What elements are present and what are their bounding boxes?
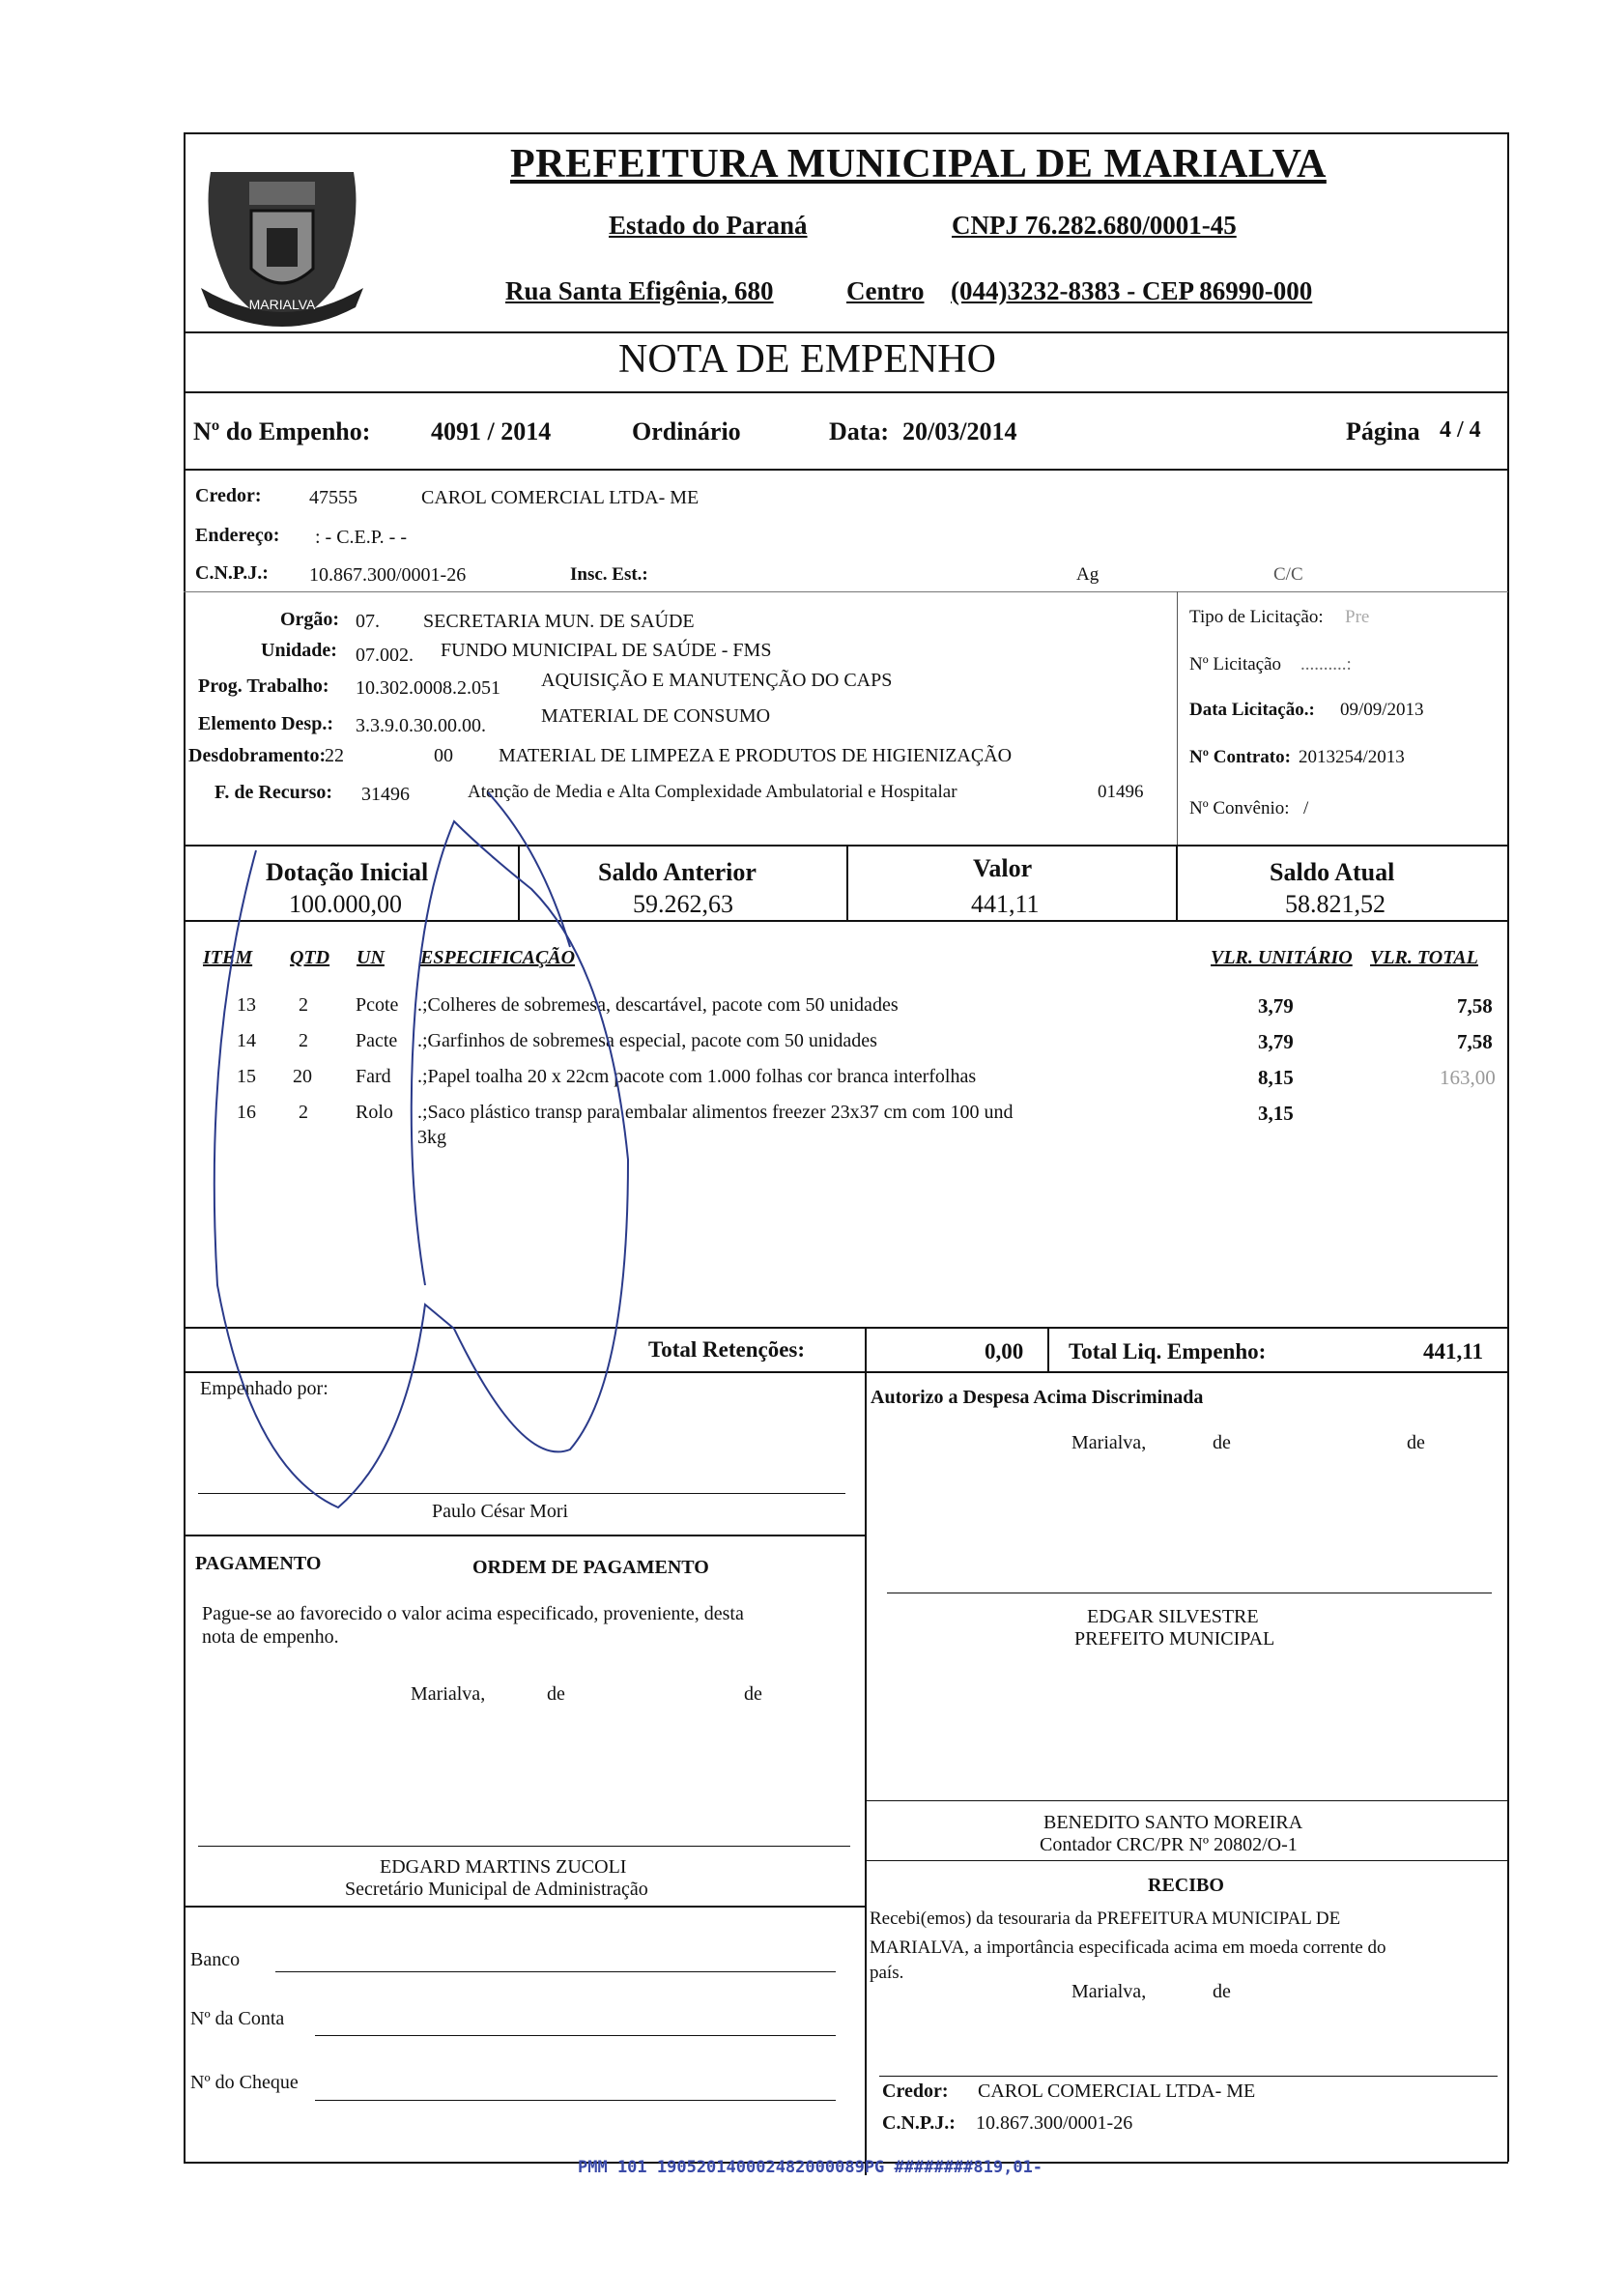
desdob-name: MATERIAL DE LIMPEZA E PRODUTOS DE HIGIENIZAÇÃO bbox=[499, 745, 1013, 766]
contrato-label: Nº Contrato: bbox=[1189, 747, 1291, 767]
convenio: / bbox=[1303, 798, 1309, 818]
tipo-licitacao-label: Tipo de Licitação: bbox=[1189, 607, 1324, 627]
cell-item: 13 bbox=[237, 994, 256, 1016]
col-vlr-total: VLR. TOTAL bbox=[1370, 947, 1478, 968]
credor-cnpj-label: C.N.P.J.: bbox=[195, 562, 269, 584]
prefeito-role: PREFEITO MUNICIPAL bbox=[1074, 1628, 1275, 1650]
page-number: 4 / 4 bbox=[1440, 417, 1481, 443]
col-vlr-unitario: VLR. UNITÁRIO bbox=[1211, 947, 1353, 968]
elemento-label: Elemento Desp.: bbox=[198, 713, 333, 734]
elemento-name: MATERIAL DE CONSUMO bbox=[541, 705, 771, 727]
contador-name: BENEDITO SANTO MOREIRA bbox=[1043, 1812, 1303, 1833]
col-especificacao: ESPECIFICAÇÃO bbox=[420, 947, 576, 968]
tipo-licitacao: Pre bbox=[1345, 607, 1370, 627]
orgao-label: Orgão: bbox=[280, 609, 340, 630]
pagamento-place: Marialva, bbox=[411, 1683, 486, 1705]
document-title: NOTA DE EMPENHO bbox=[618, 337, 996, 382]
cell-qtd: 2 bbox=[299, 994, 308, 1016]
unidade-code: 07.002. bbox=[356, 645, 414, 666]
recurso-label: F. de Recurso: bbox=[214, 782, 333, 803]
atual-value: 58.821,52 bbox=[1285, 890, 1386, 918]
desdob-code1: 22 bbox=[325, 745, 344, 766]
footer-cnpj: 10.867.300/0001-26 bbox=[976, 2112, 1133, 2134]
autorizo-de2: de bbox=[1407, 1432, 1425, 1453]
cell-un: Fard bbox=[356, 1066, 391, 1087]
credor-name: CAROL COMERCIAL LTDA- ME bbox=[421, 487, 700, 508]
recibo-place: Marialva, bbox=[1071, 1981, 1147, 2002]
unidade-label: Unidade: bbox=[261, 640, 337, 661]
header-cnpj: CNPJ 76.282.680/0001-45 bbox=[952, 211, 1237, 240]
cell-un: Rolo bbox=[356, 1102, 393, 1123]
licitacao-num-label: Nº Licitação bbox=[1189, 654, 1282, 674]
secretario-role: Secretário Municipal de Administração bbox=[345, 1879, 648, 1900]
data-licitacao-label: Data Licitação.: bbox=[1189, 700, 1315, 720]
header-address: Rua Santa Efigênia, 680 bbox=[505, 276, 774, 305]
cell-unit: 3,79 bbox=[1258, 1030, 1294, 1053]
header-district: Centro bbox=[846, 276, 925, 305]
header-phone-cep: (044)3232-8383 - CEP 86990-000 bbox=[951, 276, 1313, 305]
ag-label: Ag bbox=[1076, 564, 1100, 585]
empenho-date: 20/03/2014 bbox=[902, 417, 1017, 445]
col-item: ITEM bbox=[203, 947, 253, 968]
cell-desc: .;Papel toalha 20 x 22cm pacote com 1.000 folhas cor branca interfolhas bbox=[417, 1066, 977, 1087]
recurso-code2: 01496 bbox=[1098, 782, 1144, 802]
prefeito-name: EDGAR SILVESTRE bbox=[1087, 1606, 1259, 1627]
data-licitacao: 09/09/2013 bbox=[1340, 700, 1424, 720]
orgao-code: 07. bbox=[356, 611, 380, 632]
retencoes-label: Total Retenções: bbox=[648, 1337, 806, 1362]
empenho-number: 4091 / 2014 bbox=[431, 417, 552, 445]
cell-unit: 8,15 bbox=[1258, 1066, 1294, 1089]
empenho-label: Nº do Empenho: bbox=[193, 417, 371, 445]
dotacao-label: Dotação Inicial bbox=[266, 858, 429, 886]
pagamento-text1: Pague-se ao favorecido o valor acima especificado, proveniente, desta bbox=[202, 1603, 744, 1624]
contrato: 2013254/2013 bbox=[1299, 747, 1405, 767]
cell-unit: 3,79 bbox=[1258, 994, 1294, 1018]
empenhado-name: Paulo César Mori bbox=[432, 1501, 569, 1522]
crest-text: MARIALVA bbox=[248, 297, 316, 312]
recurso-code: 31496 bbox=[361, 784, 410, 805]
dotacao-value: 100.000,00 bbox=[289, 890, 402, 918]
recurso-name: Atenção de Media e Alta Complexidade Ambulatorial e Hospitalar bbox=[468, 782, 957, 802]
valor-label: Valor bbox=[973, 854, 1033, 882]
retencoes-value: 0,00 bbox=[985, 1339, 1024, 1363]
cc-label: C/C bbox=[1273, 564, 1303, 585]
pagamento-label: PAGAMENTO bbox=[195, 1553, 322, 1574]
banco-label: Banco bbox=[190, 1949, 241, 1970]
cell-total: 163,00 bbox=[1440, 1066, 1496, 1089]
cell-qtd: 2 bbox=[299, 1030, 308, 1051]
footer-credor: CAROL COMERCIAL LTDA- ME bbox=[978, 2081, 1256, 2102]
cell-item: 16 bbox=[237, 1102, 256, 1123]
endereco-value: : - C.E.P. - - bbox=[315, 527, 407, 548]
pagamento-de2: de bbox=[744, 1683, 762, 1705]
anterior-value: 59.262,63 bbox=[633, 890, 733, 918]
secretario-name: EDGARD MARTINS ZUCOLI bbox=[380, 1856, 627, 1878]
cell-desc: .;Saco plástico transp para embalar alimentos freezer 23x37 cm com 100 und bbox=[417, 1102, 1014, 1123]
cell-item: 14 bbox=[237, 1030, 256, 1051]
cell-unit: 3,15 bbox=[1258, 1102, 1294, 1125]
autorizo-de1: de bbox=[1213, 1432, 1231, 1453]
cell-qtd: 2 bbox=[299, 1102, 308, 1123]
orgao-name: SECRETARIA MUN. DE SAÚDE bbox=[423, 611, 695, 632]
recibo-text3: país. bbox=[870, 1963, 904, 1983]
credor-label: Credor: bbox=[195, 485, 262, 506]
liq-value: 441,11 bbox=[1423, 1339, 1483, 1363]
desdob-label: Desdobramento: bbox=[188, 745, 327, 766]
bank-stamp: PMM 101 190520140002482000089PG ########819,01- bbox=[578, 2158, 1043, 2177]
licitacao-num: ..........: bbox=[1300, 654, 1352, 674]
unidade-name: FUNDO MUNICIPAL DE SAÚDE - FMS bbox=[441, 640, 772, 661]
cell-desc: .;Colheres de sobremesa, descartável, pacote com 50 unidades bbox=[417, 994, 899, 1016]
cell-un: Pacte bbox=[356, 1030, 398, 1051]
credor-cnpj: 10.867.300/0001-26 bbox=[309, 564, 467, 586]
empenho-type: Ordinário bbox=[632, 417, 741, 445]
pagamento-text2: nota de empenho. bbox=[202, 1626, 339, 1648]
cell-total: 7,58 bbox=[1457, 994, 1493, 1018]
atual-label: Saldo Atual bbox=[1270, 858, 1395, 886]
cell-item: 15 bbox=[237, 1066, 256, 1087]
conta-label: Nº da Conta bbox=[190, 2008, 285, 2029]
recibo-label: RECIBO bbox=[1148, 1875, 1224, 1896]
insc-est-label: Insc. Est.: bbox=[570, 564, 648, 585]
credor-code: 47555 bbox=[309, 487, 357, 508]
empenhado-label: Empenhado por: bbox=[200, 1378, 329, 1399]
elemento-code: 3.3.9.0.30.00.00. bbox=[356, 715, 486, 736]
empenho-date-label: Data: bbox=[829, 417, 890, 445]
anterior-label: Saldo Anterior bbox=[598, 858, 757, 886]
convenio-label: Nº Convênio: bbox=[1189, 798, 1290, 818]
valor-value: 441,11 bbox=[971, 890, 1040, 918]
desdob-code2: 00 bbox=[434, 745, 453, 766]
cell-un: Pcote bbox=[356, 994, 399, 1016]
col-qtd: QTD bbox=[290, 947, 330, 968]
prog-code: 10.302.0008.2.051 bbox=[356, 677, 500, 699]
recibo-text1: Recebi(emos) da tesouraria da PREFEITURA MUNICIPAL DE bbox=[870, 1909, 1341, 1929]
page-label: Página bbox=[1346, 417, 1420, 445]
autorizo-label: Autorizo a Despesa Acima Discriminada bbox=[871, 1387, 1204, 1408]
recibo-de: de bbox=[1213, 1981, 1231, 2002]
cell-qtd: 20 bbox=[293, 1066, 312, 1087]
autorizo-place: Marialva, bbox=[1071, 1432, 1147, 1453]
cell-total: 7,58 bbox=[1457, 1030, 1493, 1053]
prog-label: Prog. Trabalho: bbox=[198, 675, 329, 697]
footer-cnpj-label: C.N.P.J.: bbox=[882, 2112, 956, 2134]
endereco-label: Endereço: bbox=[195, 525, 280, 546]
col-un: UN bbox=[357, 947, 385, 968]
cell-desc: .;Garfinhos de sobremesa especial, pacote com 50 unidades bbox=[417, 1030, 877, 1051]
cheque-label: Nº do Cheque bbox=[190, 2072, 299, 2093]
header-state: Estado do Paraná bbox=[609, 211, 808, 240]
recibo-text2: MARIALVA, a importância especificada acima em moeda corrente do bbox=[870, 1937, 1386, 1958]
desc-continuation: 3kg bbox=[417, 1127, 446, 1148]
liq-label: Total Liq. Empenho: bbox=[1069, 1339, 1267, 1363]
prog-name: AQUISIÇÃO E MANUTENÇÃO DO CAPS bbox=[541, 670, 893, 691]
header-title: PREFEITURA MUNICIPAL DE MARIALVA bbox=[510, 142, 1327, 187]
ordem-pagamento: ORDEM DE PAGAMENTO bbox=[472, 1557, 709, 1578]
footer-credor-label: Credor: bbox=[882, 2081, 949, 2102]
pagamento-de1: de bbox=[547, 1683, 565, 1705]
contador-role: Contador CRC/PR Nº 20802/O-1 bbox=[1040, 1834, 1298, 1855]
